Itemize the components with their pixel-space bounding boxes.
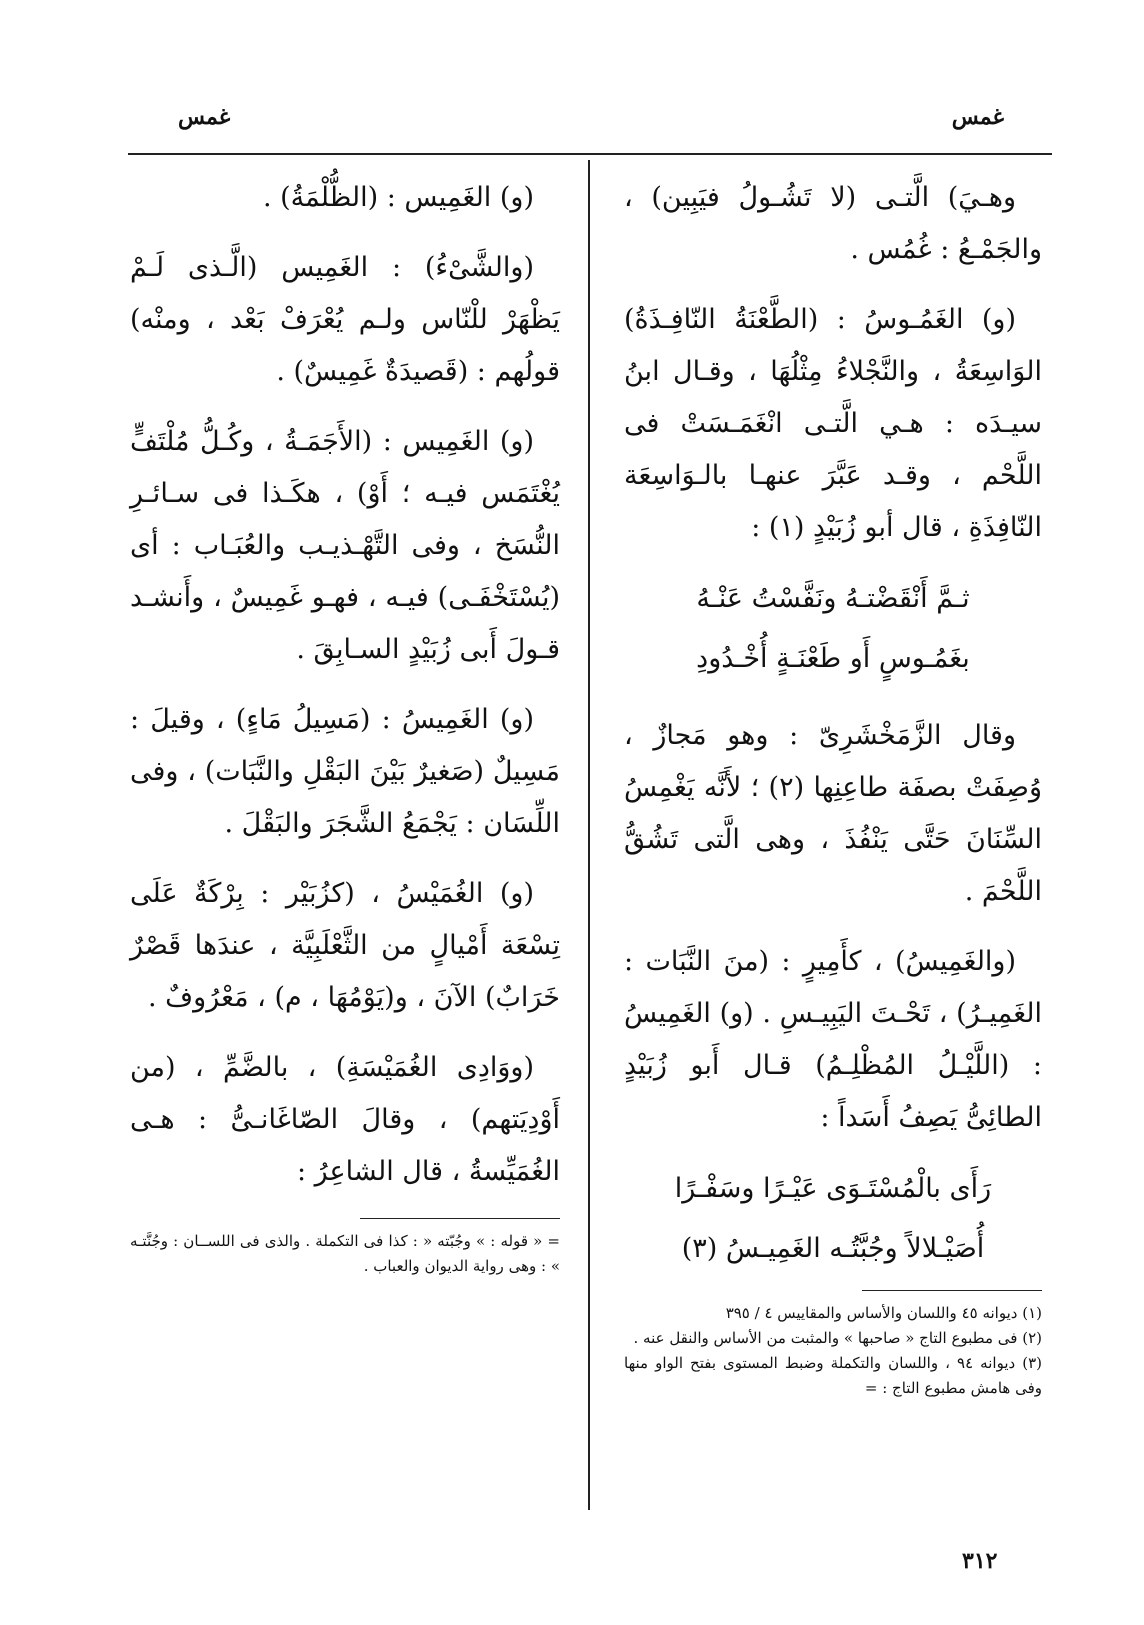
entry-paragraph: (ووَادِى الغُمَيْسَةِ) ، بالضَّمِّ ، (من أَوْدِيَتهم) ، وقالَ الصّاغَانـىُّ : هـى الغُمَيِّسةُ ، قال الشاعِرُ : xyxy=(130,1052,560,1187)
column-divider xyxy=(588,160,590,1510)
entry-paragraph: (والشَّىْءُ) : الغَمِيس (الَّـذى لَـمْ يَظْهَرْ للْنّاس ولـم يُعْرَفْ بَعْد ، ومنْه) قولُهم : (قَصيدَةٌ غَمِيسٌ) . xyxy=(130,252,560,387)
right-column xyxy=(624,172,1042,1401)
footnote: (٣) ديوانه ٩٤ ، واللسان والتكملة وضبط المستوى بفتح الواو منها وفى هامش مطبوع التاج : = xyxy=(624,1354,1042,1397)
entry-paragraph: (والغَمِيسُ) ، كأَمِيرٍ : (منَ النَّبَات : الغَمِيـرُ) ، تَحْـتَ اليَبِيـسِ . (و) الغَمِيسُ : (اللَّيْـلُ المُظْلِـمُ) قـال أَبو زُبَيْدٍ الطائِىُّ يَصِفُ أَسَداً : xyxy=(624,946,1042,1133)
footnote: (١) ديوانه ٤٥ واللسان والأساس والمقاييس ٤ / ٣٩٥ xyxy=(725,1304,1042,1322)
entry-paragraph: (و) الغُمَيْسُ ، (كزُبَيْر : بِرْكَةٌ عَلَى تِسْعَة أَمْيالٍ من الثَّعْلَبِيَّة ، عندَها قَصْرٌ خَرَابٌ) الآنَ ، و(يَوْمُهَا ، م) ، مَعْرُوفٌ . xyxy=(130,878,560,1013)
entry-paragraph: وهـيَ) الَّتـى (لا تَشُـولُ فيَبِين) ، والجَمْـعُ : غُمُس . xyxy=(624,182,1042,265)
verse-line: ثـمَّ أَنْقَضْتـهُ ونَفَّسْتُ عَنْـهُ xyxy=(696,583,970,614)
entry-paragraph: (و) الغَمِيسُ : (مَسِيلُ مَاءٍ) ، وقيلَ : مَسِيلٌ (صَغيرٌ بَيْنَ البَقْلِ والنَّبَات) ، وفى اللِّسَان : يَجْمَعُ الشَّجَرَ والبَقْلَ . xyxy=(130,704,560,839)
footnote: (٢) فى مطبوع التاج « صاحبها » والمثبت من الأساس والنقل عنه . xyxy=(633,1329,1042,1347)
entry-paragraph: وقال الزَّمَخْشَرِىّ : وهو مَجازٌ ، وُصِفَتْ بصفَة طاعِنِها (٢) ؛ لأَنَّه يَغْمِسُ السِّنَانَ حَتَّى يَنْفُذَ ، وهى الَّتى تَشُقُّ اللَّحْمَ . xyxy=(624,720,1042,907)
verse-line: رَأَى بالْمُسْتَـوَى عَيْـرًا وسَفْـرًا xyxy=(674,1173,992,1204)
entry-paragraph: (و) الغَمِيس : (الظُّلْمَةُ) . xyxy=(262,182,534,213)
entry-paragraph: (و) الغَمُـوسُ : (الطَّعْنَةُ النّافِـذَةُ) الوَاسِعَةُ ، والنَّجْلاءُ مِثْلُهَا ، وقـال ابنُ سيـدَه : هـي الَّتـى انْغَمَـسَتْ فى اللَّحْم ، وقـد عَبَّرَ عنهـا بالـوَاسِعَة النّافِذَةِ ، قال أبو زُبَيْدٍ (١) : xyxy=(624,304,1042,543)
page-number: ٣١٢ xyxy=(962,1548,998,1574)
footnote: = « قوله : » وجُبّته « : كذا فى التكملة . والذى فى اللســان : وجُنَّتـه » : وهى رواية الديوان والعباب . xyxy=(130,1232,560,1275)
footnote-rule xyxy=(360,1218,560,1219)
running-head-right: غمس xyxy=(951,104,1004,130)
verse-line: بغَمُـوسٍ أَو طَعْنَـةٍ أُخْـدُودِ xyxy=(696,643,970,674)
running-head-left: غمس xyxy=(178,104,231,130)
verse-line: أُصَيْـلالاً وجُبَّتُـه الغَمِيـسُ (٣) xyxy=(681,1233,985,1264)
entry-paragraph: (و) الغَمِيس : (الأَجَمَـةُ ، وكُـلُّ مُلْتَفٍّ يُغْتَمَس فيـه ؛ أَوْ) ، هكَـذا فى سـائـرِ النُّسَخ ، وفى التَّهْـذيـب والعُبَـاب : أى (يُسْتَخْفَـى) فيـه ، فهـو غَمِيسٌ ، وأَنشـد قـولَ أَبى زُبَيْدٍ السـابِقَ . xyxy=(130,426,560,665)
left-column xyxy=(130,172,560,1279)
footnote-rule xyxy=(862,1290,1042,1291)
header-rule xyxy=(128,153,1052,155)
